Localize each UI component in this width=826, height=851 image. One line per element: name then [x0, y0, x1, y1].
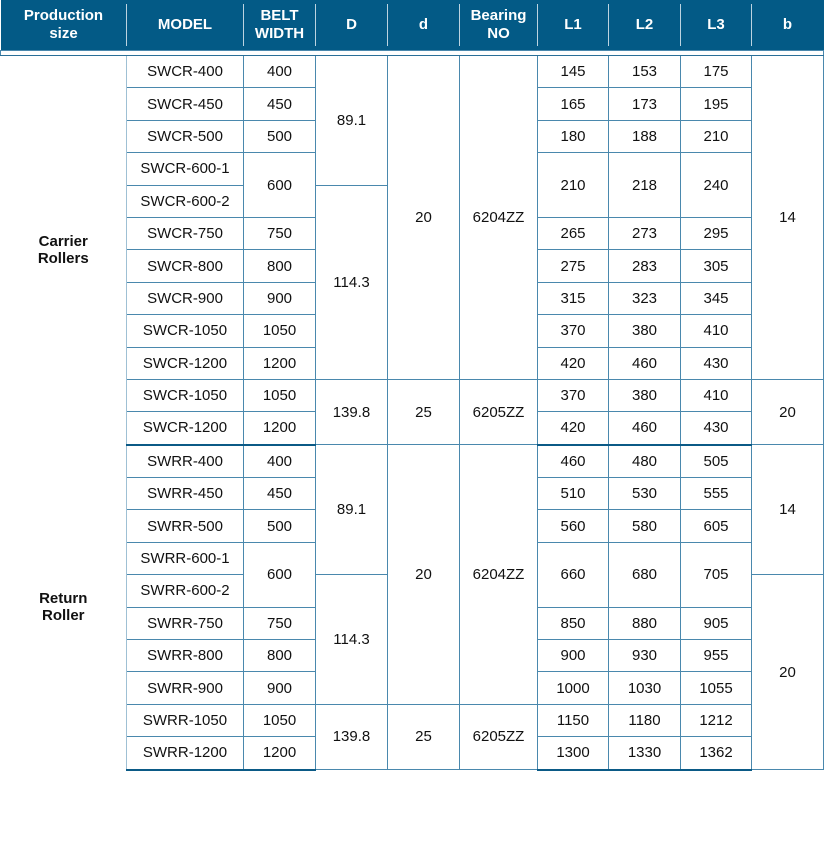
table-row	[1, 445, 824, 478]
table-cell: 114.3	[316, 185, 388, 379]
table-cell: SWRR-1200	[127, 737, 244, 770]
table-cell: 460	[609, 412, 681, 445]
table-cell: 530	[609, 478, 681, 510]
production-size-label: Return Roller	[1, 445, 127, 770]
table-cell: 153	[609, 56, 681, 88]
table-cell: 430	[681, 347, 752, 379]
table-cell: SWRR-750	[127, 607, 244, 639]
table-cell: 20	[752, 575, 824, 770]
table-cell: SWCR-1050	[127, 315, 244, 347]
table-cell: 210	[538, 153, 609, 218]
table-cell: 1300	[538, 737, 609, 770]
table-cell: 600	[244, 153, 316, 218]
table-cell: SWRR-450	[127, 478, 244, 510]
table-cell: SWCR-1050	[127, 379, 244, 411]
table-cell: 450	[244, 478, 316, 510]
table-cell: SWRR-500	[127, 510, 244, 542]
header-production-size: Production size	[1, 0, 127, 51]
table-cell: 750	[244, 607, 316, 639]
table-cell: 25	[388, 379, 460, 444]
header-row	[1, 0, 824, 51]
table-cell: SWRR-1050	[127, 704, 244, 736]
header-d: d	[388, 0, 460, 51]
table-cell: 900	[244, 282, 316, 314]
table-cell: 89.1	[316, 56, 388, 186]
table-cell: 800	[244, 250, 316, 282]
header-model: MODEL	[127, 0, 244, 51]
table-cell: 20	[752, 379, 824, 444]
table-cell: SWRR-800	[127, 640, 244, 672]
table-cell: 14	[752, 445, 824, 575]
header-l1: L1	[538, 0, 609, 51]
table-cell: 380	[609, 379, 681, 411]
table-cell: 400	[244, 445, 316, 478]
table-cell: 1330	[609, 737, 681, 770]
table-cell: 380	[609, 315, 681, 347]
table-cell: SWRR-400	[127, 445, 244, 478]
header-d: D	[316, 0, 388, 51]
table-cell: 1200	[244, 347, 316, 379]
table-cell: 114.3	[316, 575, 388, 705]
table-cell: 1200	[244, 737, 316, 770]
table-cell: 315	[538, 282, 609, 314]
table-cell: 500	[244, 120, 316, 152]
table-cell: 139.8	[316, 379, 388, 444]
table-cell: SWCR-500	[127, 120, 244, 152]
table-cell: 370	[538, 315, 609, 347]
table-cell: 1030	[609, 672, 681, 704]
table-cell: 1050	[244, 315, 316, 347]
table-cell: 800	[244, 640, 316, 672]
table-cell: 14	[752, 56, 824, 380]
table-cell: 1200	[244, 412, 316, 445]
table-cell: 218	[609, 153, 681, 218]
table-cell: 6205ZZ	[460, 379, 538, 444]
table-cell: 850	[538, 607, 609, 639]
table-cell: SWCR-1200	[127, 347, 244, 379]
table-cell: 173	[609, 88, 681, 120]
table-cell: 450	[244, 88, 316, 120]
table-cell: 510	[538, 478, 609, 510]
table-cell: 505	[681, 445, 752, 478]
table-cell: 480	[609, 445, 681, 478]
table-cell: 410	[681, 379, 752, 411]
table-cell: 6204ZZ	[460, 445, 538, 705]
table-cell: 705	[681, 542, 752, 607]
table-cell: 420	[538, 412, 609, 445]
table-cell: 430	[681, 412, 752, 445]
table-cell: 1000	[538, 672, 609, 704]
header-l3: L3	[681, 0, 752, 51]
table-cell: 460	[538, 445, 609, 478]
table-cell: 900	[244, 672, 316, 704]
table-cell: 240	[681, 153, 752, 218]
table-cell: 555	[681, 478, 752, 510]
table-cell: 605	[681, 510, 752, 542]
table-cell: 180	[538, 120, 609, 152]
table-cell: 750	[244, 217, 316, 249]
table-cell: 560	[538, 510, 609, 542]
table-cell: 370	[538, 379, 609, 411]
table-cell: 188	[609, 120, 681, 152]
table-cell: 880	[609, 607, 681, 639]
table-cell: 1362	[681, 737, 752, 770]
table-cell: 600	[244, 542, 316, 607]
table-cell: SWRR-600-1	[127, 542, 244, 574]
table-cell: 273	[609, 217, 681, 249]
table-row	[1, 56, 824, 88]
table-cell: 195	[681, 88, 752, 120]
table-cell: 410	[681, 315, 752, 347]
table-cell: SWRR-600-2	[127, 575, 244, 607]
table-cell: 660	[538, 542, 609, 607]
table-cell: 1180	[609, 704, 681, 736]
table-cell: 145	[538, 56, 609, 88]
table-cell: SWCR-450	[127, 88, 244, 120]
table-cell: 283	[609, 250, 681, 282]
table-cell: 6205ZZ	[460, 704, 538, 769]
table-cell: 175	[681, 56, 752, 88]
table-cell: 1055	[681, 672, 752, 704]
table-cell: SWCR-600-2	[127, 185, 244, 217]
table-cell: 20	[388, 445, 460, 705]
table-cell: 460	[609, 347, 681, 379]
table-cell: 580	[609, 510, 681, 542]
header-belt-width: BELT WIDTH	[244, 0, 316, 51]
table-cell: 930	[609, 640, 681, 672]
table-cell: SWCR-1200	[127, 412, 244, 445]
table-cell: 165	[538, 88, 609, 120]
table-cell: SWCR-600-1	[127, 153, 244, 185]
table-cell: 955	[681, 640, 752, 672]
table-cell: 305	[681, 250, 752, 282]
table-cell: 20	[388, 56, 460, 380]
table-cell: SWRR-900	[127, 672, 244, 704]
table-cell: 900	[538, 640, 609, 672]
table-cell: 1150	[538, 704, 609, 736]
table-cell: 265	[538, 217, 609, 249]
table-cell: 1050	[244, 379, 316, 411]
table-cell: 1050	[244, 704, 316, 736]
table-cell: 6204ZZ	[460, 56, 538, 380]
production-size-label: Carrier Rollers	[1, 56, 127, 445]
table-cell: 1212	[681, 704, 752, 736]
table-cell: 500	[244, 510, 316, 542]
table-cell: 905	[681, 607, 752, 639]
table-cell: SWCR-900	[127, 282, 244, 314]
table-cell: 275	[538, 250, 609, 282]
table-cell: 400	[244, 56, 316, 88]
table-cell: 25	[388, 704, 460, 769]
table-cell: 295	[681, 217, 752, 249]
header-l2: L2	[609, 0, 681, 51]
table-cell: 89.1	[316, 445, 388, 575]
table-cell: SWCR-800	[127, 250, 244, 282]
table-cell: 323	[609, 282, 681, 314]
table-cell: SWCR-400	[127, 56, 244, 88]
header-bearing-no: Bearing NO	[460, 0, 538, 51]
table-cell: 420	[538, 347, 609, 379]
table-cell: 345	[681, 282, 752, 314]
table-cell: 139.8	[316, 704, 388, 769]
header-b: b	[752, 0, 824, 51]
table-cell: 210	[681, 120, 752, 152]
table-cell: 680	[609, 542, 681, 607]
table-cell: SWCR-750	[127, 217, 244, 249]
